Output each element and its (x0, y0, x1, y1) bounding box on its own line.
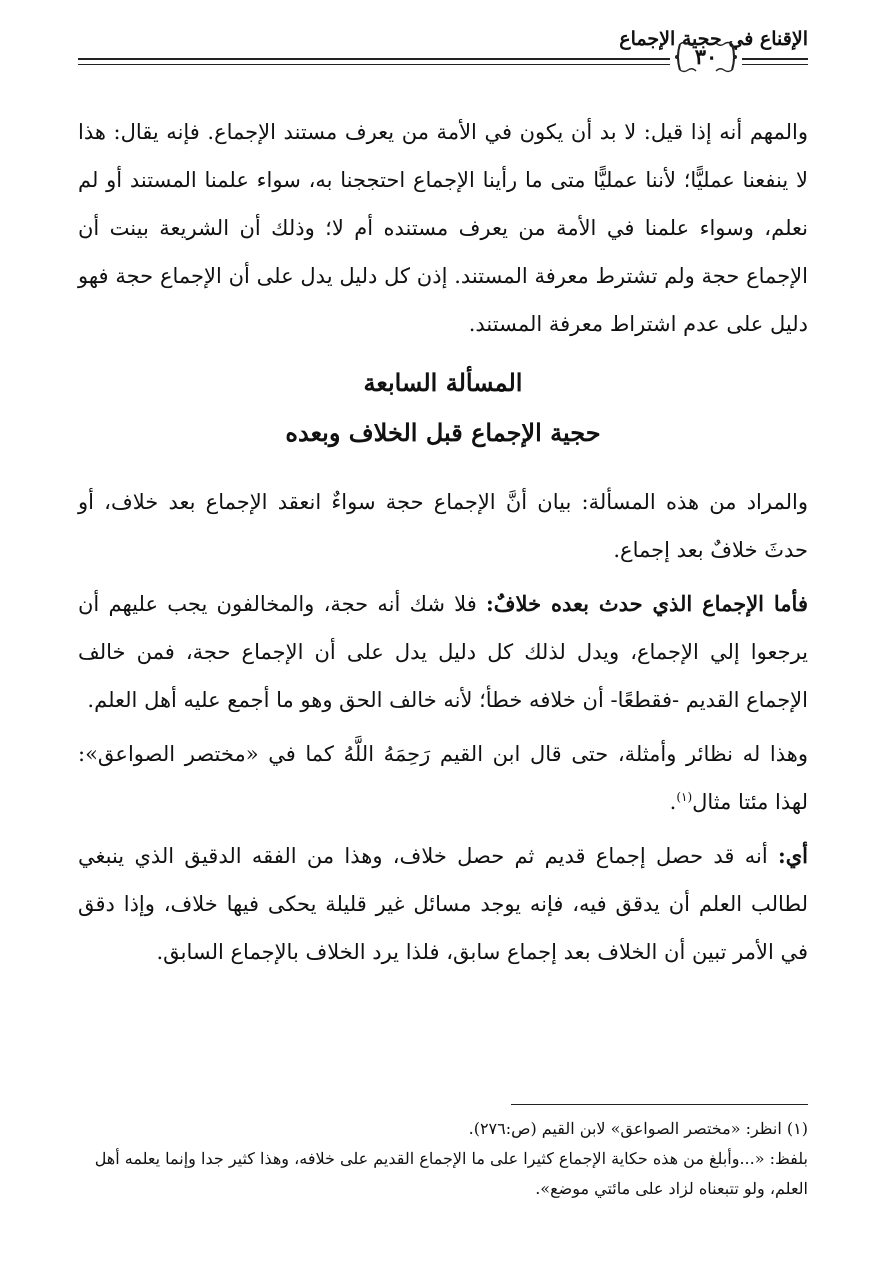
paragraph-mustanad: والمهم أنه إذا قيل: لا بد أن يكون في الأمة من يعرف مستند الإجماع. فإنه يقال: هذا لا ينفعنا عمليًّا؛ لأننا عمليًّا متى ما رأينا الإجماع احتججنا به، سواء علمنا المستند أو لم نعلم، وسواء علمنا في الأمة من يعرف مستنده أم لا؛ وذلك أن الشريعة بينت أن الإجماع حجة ولم تشترط معرفة المستند. إذن كل دليل يدل على أن الإجماع حجة فهو دليل على عدم اشتراط معرفة المستند. (78, 120, 808, 336)
paragraph-definition: والمراد من هذه المسألة: بيان أنَّ الإجماع حجة سواءٌ انعقد الإجماع بعد خلاف، أو حدثَ خلافٌ بعد إجماع. (78, 490, 808, 562)
page-header (78, 22, 808, 82)
footnotes (78, 1114, 808, 1204)
paragraph-explanation (78, 832, 808, 976)
paragraph-ibn-qayyim (78, 730, 808, 826)
paragraph-lead: أي: (777, 843, 808, 868)
page-number: ٣٠ (694, 44, 718, 69)
footnote-1: (١) انظر: «مختصر الصواعق» لابن القيم (ص:٢٧٦). (468, 1119, 808, 1138)
header-rule-left-thin (742, 64, 808, 65)
footnote-1-quote: بلفظ: «...وأبلغ من هذه حكاية الإجماع كثيرا على ما الإجماع القديم على خلافه، وهذا كثير جدا وإنما يعلمه أهل العلم، ولو تتبعناه لزاد على مائتي موضع». (94, 1149, 808, 1198)
paragraph-text: أنه قد حصل إجماع قديم ثم حصل خلاف، وهذا من الفقه الدقيق الذي ينبغي لطالب العلم أن يدقق فيه، فإنه يوجد مسائل غير قليلة يحكى فيها خلاف، وإذا دقق في الأمر تبين أن الخلاف بعد إجماع سابق، فلذا يرد الخلاف بالإجماع السابق. (78, 844, 808, 964)
page-number-badge (674, 38, 738, 76)
section-subheading: حجية الإجماع قبل الخلاف وبعده (285, 418, 601, 447)
paragraph-lead: فأما الإجماع الذي حدث بعده خلافٌ: (486, 591, 808, 616)
book-title: الإقناع في حجية الإجماع (619, 28, 808, 50)
header-rule-left (742, 58, 808, 60)
header-rule-under-title-thin (78, 64, 670, 65)
footnote-reference[interactable]: (١) (676, 790, 693, 804)
paragraph-ijma-before-khilaf (78, 580, 808, 724)
header-rule-under-title (78, 58, 670, 60)
page-body (78, 108, 808, 976)
footnote-separator (511, 1104, 808, 1105)
paragraph-text: فلا شك أنه حجة، والمخالفون يجب عليهم أن يرجعوا إلي الإجماع، ويدل لذلك كل دليل يدل على أن الإجماع حجة، فمن خالف الإجماع القديم -فقطعًا- أن خلافه خطأ؛ لأنه خالف الحق وهو ما أجمع عليه أهل العلم. (78, 592, 808, 712)
paragraph-text: وهذا له نظائر وأمثلة، حتى قال ابن القيم رَحِمَهُ اللَّهُ كما في «مختصر الصواعق»: لهذا مئتا مثال (78, 742, 808, 814)
section-heading: المسألة السابعة (363, 368, 523, 397)
paragraph-end: . (669, 790, 677, 814)
